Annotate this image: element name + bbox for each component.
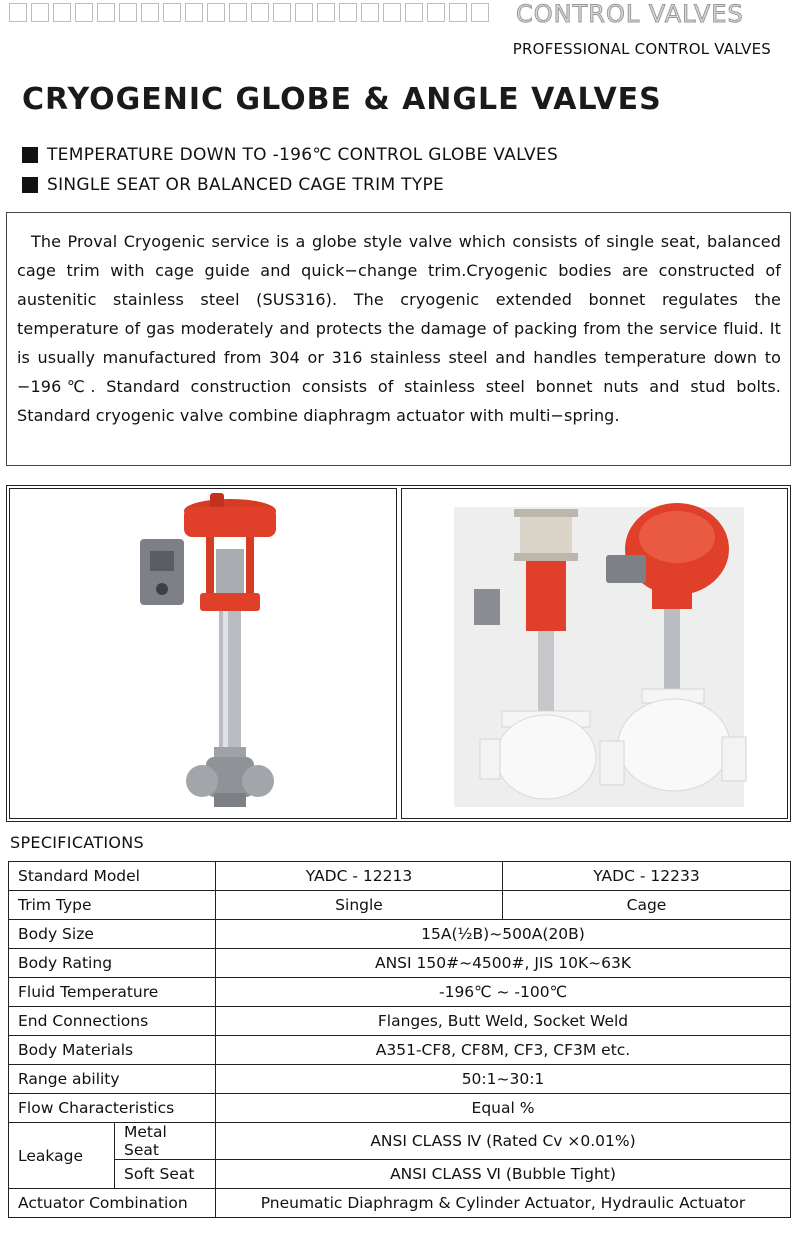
specifications-table [8,861,791,1218]
row-label: Range ability [9,1065,216,1094]
product-photos [6,485,791,822]
cell-value: YADC - 12213 [216,862,503,891]
cell-value: Pneumatic Diaphragm & Cylinder Actuator, Hydraulic Actuator [216,1189,791,1218]
square-bullet-icon [22,147,38,163]
sub-label: Soft Seat [115,1160,216,1189]
table-row [9,978,791,1007]
angle-valve-photo [401,488,789,819]
row-label: Standard Model [9,862,216,891]
globe-valve-photo [9,488,397,819]
table-row [9,1123,791,1160]
feature-bullets [22,140,558,200]
cell-value: A351-CF8, CF8M, CF3, CF3M etc. [216,1036,791,1065]
brand-title: CONTROL VALVES [516,0,744,28]
row-label: Trim Type [9,891,216,920]
bullet-item [22,140,558,170]
row-label: Body Size [9,920,216,949]
top-header [0,0,803,30]
bullet-text: TEMPERATURE DOWN TO -196℃ CONTROL GLOBE VALVES [47,145,559,165]
bullet-item [22,170,558,200]
table-row [9,1036,791,1065]
table-row [9,920,791,949]
decorative-box-row [9,3,489,22]
table-row [9,891,791,920]
cell-value: Cage [503,891,791,920]
row-label: Body Materials [9,1036,216,1065]
row-label: Flow Characteristics [9,1094,216,1123]
bullet-text: SINGLE SEAT OR BALANCED CAGE TRIM TYPE [47,175,445,195]
specifications-heading: SPECIFICATIONS [10,833,145,852]
cell-value: ANSI CLASS Ⅵ (Bubble Tight) [216,1160,791,1189]
page-title: CRYOGENIC GLOBE & ANGLE VALVES [22,82,662,117]
globe-valve-image [10,489,397,819]
table-row [9,862,791,891]
angle-valve-image [402,489,789,819]
cell-value: Single [216,891,503,920]
row-label: Body Rating [9,949,216,978]
row-label: Leakage [9,1123,115,1189]
table-row [9,949,791,978]
cell-value: Flanges, Butt Weld, Socket Weld [216,1007,791,1036]
table-row [9,1007,791,1036]
row-label: Fluid Temperature [9,978,216,1007]
cell-value: 15A(½B)~500A(20B) [216,920,791,949]
cell-value: 50:1~30:1 [216,1065,791,1094]
table-row [9,1160,791,1189]
row-label: Actuator Combination [9,1189,216,1218]
cell-value: ANSI CLASS Ⅳ (Rated Cv ×0.01%) [216,1123,791,1160]
cell-value: -196℃ ~ -100℃ [216,978,791,1007]
table-row [9,1189,791,1218]
cell-value: Equal % [216,1094,791,1123]
table-row [9,1065,791,1094]
description-box [6,212,791,466]
sub-label: Metal Seat [115,1123,216,1160]
brand-subtitle: PROFESSIONAL CONTROL VALVES [512,40,771,58]
cell-value: YADC - 12233 [503,862,791,891]
description-text: The Proval Cryogenic service is a globe style valve which consists of single seat, balanced cage trim with cage guide and quick−change trim.Cryogenic bodies are constructed of austenitic stainless steel (SUS316). The cryogenic extended bonnet regulates the temperature of gas moderately and protects the damage of packing from the service fluid. It is usually manufactured from 304 or 316 stainless steel and handles temperature down to −196℃. Standard construction consists of stainless steel bonnet nuts and stud bolts. Standard cryogenic valve combine diaphragm actuator with multi−spring. [17,232,781,425]
table-row [9,1094,791,1123]
row-label: End Connections [9,1007,216,1036]
square-bullet-icon [22,177,38,193]
cell-value: ANSI 150#~4500#, JIS 10K~63K [216,949,791,978]
